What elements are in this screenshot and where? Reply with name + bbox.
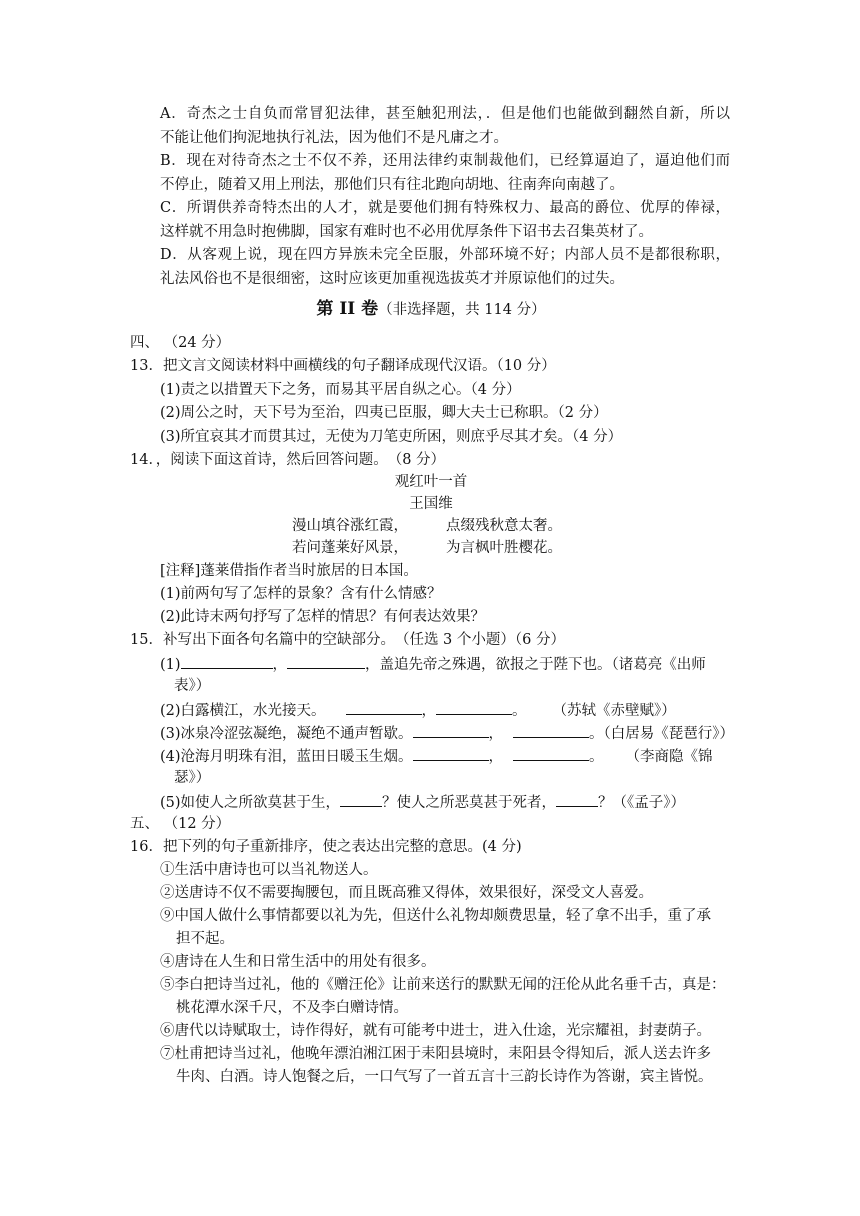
q15-item2-period: 。 (512, 703, 527, 719)
section-4-heading: 四、 （24 分） (130, 335, 231, 351)
section-5-heading: 五、 （12 分） (130, 816, 231, 832)
volume-heading (130, 299, 732, 320)
q15-item1-wrap: 表》） (174, 678, 211, 694)
q14-sub1: (1)前两句写了怎样的景象？含有什么情感？ (160, 586, 442, 602)
q15-item4-text: (4)沧海月明珠有泪，蓝田日暖玉生烟。 (160, 749, 413, 765)
q15-item1-comma: ， (272, 657, 288, 673)
q16-item3-line2: 担不起。 (176, 931, 234, 947)
q15-item1-text: ，盖追先帝之殊遇，欲报之于陛下也。（诸葛亮《出师 (365, 657, 706, 673)
volume-subtitle: （非选择题，共 114 分） (378, 302, 546, 318)
q15-item3-comma: ， (488, 726, 504, 742)
q15-item3-source: 。（白居易《琵琶行》） (589, 726, 735, 742)
q15-item4-comma: ， (488, 749, 504, 765)
q15-item4-period: 。 (589, 749, 604, 765)
q15-item5-source: ？（《孟子》） (598, 795, 686, 811)
q15-item4-blank1[interactable] (413, 745, 489, 761)
q16-item2: ②送唐诗不仅不需要掏腰包，而且既高雅又得体，效果很好，深受文人喜爱。 (160, 885, 653, 901)
q15-item1-number: (1) (160, 657, 181, 673)
poem-title: 观红叶一首 (394, 474, 468, 490)
q16-item7-line2: 牛肉、白酒。诗人饱餐之后，一口气写了一首五言十三韵长诗作为答谢，宾主皆悦。 (176, 1069, 713, 1085)
q15-item2-source: （苏轼《赤壁赋》） (552, 703, 676, 719)
poem-author: 王国维 (409, 496, 453, 512)
q15-stem: 15．补写出下面各句名篇中的空缺部分。 （任选 3 个小题）（6 分） (130, 632, 565, 648)
q15-item4 (160, 745, 713, 767)
q13-stem: 13．把文言文阅读材料中画横线的句子翻译成现代汉语。（10 分） (130, 358, 556, 374)
option-d-line1: D．从客观上说，现在四方异族未完全臣服，外部环境不好；内部人员不是都很称职， (160, 247, 730, 263)
q15-item5-blank2[interactable] (556, 791, 598, 807)
q16-item4: ④唐诗在人生和日常生活中的用处有很多。 (160, 954, 436, 970)
option-c-line2: 这样就不用急时抱佛脚，国家有难时也不必用优厚条件下诏书去召集英材了。 (160, 224, 653, 240)
q13-sub3: (3)所宜哀其才而贯其过，无使为刀笔吏所困，则庶乎尽其才矣。（4 分） (160, 429, 623, 445)
q15-item2-comma: ， (421, 703, 437, 719)
poem-line2a: 若问蓬莱好风景， (292, 540, 408, 556)
q15-item2-text: (2)白露横江，水光接天。 (160, 703, 326, 719)
q16-item5-line2: 桃花潭水深千尺，不及李白赠诗情。 (176, 1000, 408, 1016)
option-a-line1: A．奇杰之士自负而常冒犯法律，甚至触犯刑法，．但是他们也能做到翻然自新，所以 (160, 106, 730, 122)
q15-item3-text: (3)冰泉冷涩弦凝绝，凝绝不通声暂歇。 (160, 726, 413, 742)
q15-item3-blank1[interactable] (413, 722, 489, 738)
q15-item3-blank2[interactable] (513, 722, 589, 738)
q15-item1-blank1[interactable] (181, 653, 273, 669)
q13-sub1: (1)责之以措置天下之务，而易其平居自纵之心。（4 分） (160, 382, 521, 398)
q15-item2-blank1[interactable] (346, 699, 422, 715)
q16-item3-line1: ⑨中国人做什么事情都要以礼为先，但送什么礼物却颇费思量，轻了拿不出手，重了承 (160, 908, 711, 924)
q16-item1: ①生活中唐诗也可以当礼物送人。 (160, 862, 378, 878)
q15-item2 (160, 699, 676, 721)
q16-stem: 16．把下列的句子重新排序，使之表达出完整的意思。(4 分) (130, 839, 522, 855)
q15-item4-wrap: 瑟》） (174, 770, 211, 786)
q16-item7-line1: ⑦杜甫把诗当过礼，他晚年漂泊湘江困于耒阳县境时，耒阳县令得知后，派人送去许多 (160, 1046, 711, 1062)
option-c-line1: C．所谓供养奇特杰出的人才，就是要他们拥有特殊权力、最高的爵位、优厚的俸禄， (160, 200, 730, 216)
option-b-line2: 不停止，随着又用上刑法，那他们只有往北跑向胡地、往南奔向南越了。 (160, 177, 624, 193)
q14-stem: 14．，阅读下面这首诗，然后回答问题。 （8 分） (130, 452, 446, 468)
q14-sub2: (2)此诗末两句抒写了怎样的情思？有何表达效果？ (160, 609, 486, 625)
q15-item4-source: （李商隐《锦 (625, 749, 713, 765)
option-b-line1: B．现在对待奇杰之士不仅不养，还用法律约束制裁他们，已经算逼迫了，逼迫他们而 (160, 153, 730, 169)
q15-item5-text-mid: ？使人之所恶莫甚于死者， (382, 795, 557, 811)
poem-line1a: 漫山填谷涨红霞， (292, 518, 408, 534)
q15-item5-blank1[interactable] (340, 791, 382, 807)
q15-item2-blank2[interactable] (436, 699, 512, 715)
option-a-line2: 不能让他们拘泥地执行礼法，因为他们不是凡庸之才。 (160, 130, 508, 146)
option-d-line2: 礼法风俗也不是很细密，这时应该更加重视选拔英才并原谅他们的过失。 (160, 271, 624, 287)
volume-title: 第 II 卷 (316, 299, 379, 319)
q16-item6: ⑥唐代以诗赋取士，诗作得好，就有可能考中进士，进入仕途，光宗耀祖，封妻荫子。 (160, 1023, 711, 1039)
poem-note: [注释]蓬莱借指作者当时旅居的日本国。 (160, 563, 418, 579)
q15-item5 (160, 791, 685, 813)
q15-item5-text: (5)如使人之所欲莫甚于生， (160, 795, 341, 811)
q15-item4-blank2[interactable] (513, 745, 589, 761)
q13-sub2: (2)周公之时，天下号为至治，四夷已臣服，卿大夫士已称职。（2 分） (160, 405, 608, 421)
q15-item3 (160, 722, 734, 744)
q15-item1 (160, 653, 706, 675)
q15-item1-blank2[interactable] (287, 653, 365, 669)
poem-line1b: 点缀残秋意太奢。 (446, 518, 562, 534)
q16-item5-line1: ⑤李白把诗当过礼，他的《赠汪伦》让前来送行的默默无闻的汪伦从此名垂千古，真是： (160, 977, 726, 993)
poem-line2b: 为言枫叶胜樱花。 (446, 540, 562, 556)
